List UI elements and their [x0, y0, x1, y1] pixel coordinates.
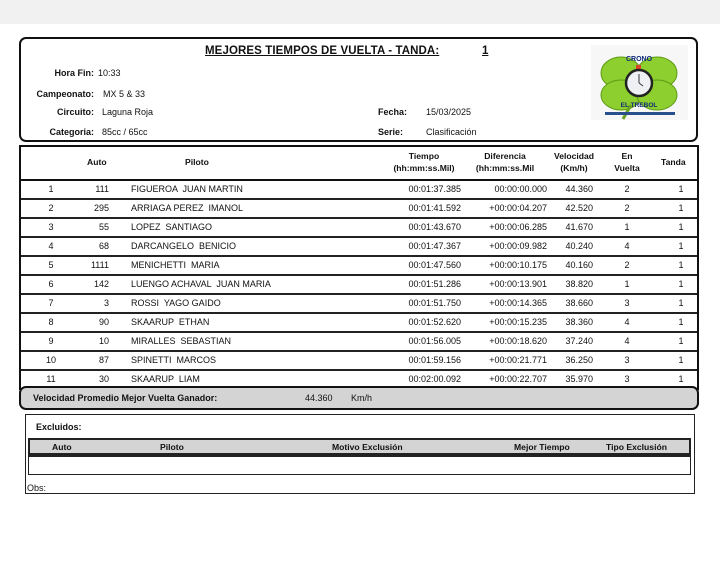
cell-auto: 87	[98, 355, 109, 365]
header-diferencia-title: Diferencia	[484, 151, 526, 161]
cell-tanda: 1	[678, 241, 684, 251]
campeonato-value: MX 5 & 33	[103, 89, 146, 99]
cell-auto: 55	[98, 222, 109, 232]
cell-velocidad: 38.660	[565, 298, 593, 308]
cell-auto: 68	[98, 241, 109, 251]
header-diferencia	[469, 150, 541, 174]
cell-auto: 1111	[90, 260, 109, 270]
cell-velocidad: 36.250	[565, 355, 593, 365]
categoria-value: 85cc / 65cc	[102, 127, 148, 137]
table-row	[21, 333, 697, 352]
logo-text-crono: CRONO	[625, 56, 653, 63]
cell-piloto: DARCANGELO BENICIO	[131, 241, 237, 251]
hora-fin-label: Hora Fin:	[54, 68, 94, 78]
cell-tanda: 1	[678, 184, 684, 194]
cell-pos: 2	[48, 203, 54, 213]
cell-diferencia: 00:00:00.000	[494, 184, 547, 194]
cell-pos: 3	[48, 222, 54, 232]
header-tiempo-title: Tiempo	[408, 151, 440, 161]
cell-en-vuelta: 1	[624, 279, 630, 289]
excluded-section	[25, 414, 695, 494]
cell-pos: 8	[48, 317, 54, 327]
cell-diferencia: +00:00:14.365	[489, 298, 547, 308]
header-piloto: Piloto	[185, 157, 209, 167]
cell-diferencia: +00:00:13.901	[489, 279, 547, 289]
cell-tiempo: 00:01:43.670	[408, 222, 461, 232]
cell-piloto: ARRIAGA PEREZ IMANOL	[131, 203, 244, 213]
cell-en-vuelta: 3	[624, 298, 630, 308]
cell-diferencia: +00:00:09.982	[489, 241, 547, 251]
table-row	[21, 219, 697, 238]
excluded-table-header	[28, 438, 691, 455]
cell-pos: 6	[48, 279, 54, 289]
cell-tanda: 1	[678, 336, 684, 346]
table-row	[21, 200, 697, 219]
excluded-header-piloto: Piloto	[160, 442, 184, 452]
cell-en-vuelta: 4	[624, 336, 630, 346]
results-table	[19, 145, 699, 390]
excluded-title: Excluidos:	[36, 422, 82, 432]
cell-tanda: 1	[678, 317, 684, 327]
cell-tanda: 1	[678, 203, 684, 213]
cell-pos: 9	[48, 336, 54, 346]
cell-diferencia: +00:00:06.285	[489, 222, 547, 232]
report-title: MEJORES TIEMPOS DE VUELTA - TANDA:	[205, 45, 440, 57]
cell-diferencia: +00:00:10.175	[489, 260, 547, 270]
cell-piloto: MENICHETTI MARIA	[131, 260, 220, 270]
cell-piloto: ROSSI YAGO GAIDO	[131, 298, 221, 308]
winner-speed-unit: Km/h	[351, 393, 373, 403]
cell-pos: 1	[48, 184, 54, 194]
cell-diferencia: +00:00:18.620	[489, 336, 547, 346]
cell-auto: 111	[95, 184, 109, 194]
excluded-header-motivo: Motivo Exclusión	[332, 442, 403, 452]
cell-tanda: 1	[678, 222, 684, 232]
cell-diferencia: +00:00:04.207	[489, 203, 547, 213]
table-row	[21, 238, 697, 257]
cell-tanda: 1	[678, 279, 684, 289]
cell-tiempo: 00:01:51.286	[408, 279, 461, 289]
cell-tiempo: 00:01:52.620	[408, 317, 461, 327]
categoria-label: Categoria:	[49, 127, 94, 137]
cell-tiempo: 00:01:47.367	[408, 241, 461, 251]
excluded-table-body	[28, 455, 691, 475]
cell-tanda: 1	[678, 374, 684, 384]
cell-auto: 90	[98, 317, 109, 327]
cell-tiempo: 00:01:51.750	[408, 298, 461, 308]
cell-tiempo: 00:01:41.592	[408, 203, 461, 213]
table-row	[21, 352, 697, 371]
cell-velocidad: 38.360	[565, 317, 593, 327]
header-tiempo	[389, 150, 459, 174]
results-table-header	[21, 147, 697, 181]
header-velocidad	[549, 150, 599, 174]
hora-fin-value: 10:33	[98, 68, 121, 78]
cell-tiempo: 00:01:59.156	[408, 355, 461, 365]
winner-speed-value: 44.360	[305, 393, 333, 403]
cell-velocidad: 40.160	[565, 260, 593, 270]
logo-text-trebol: EL TREBOL	[620, 102, 658, 109]
header-diferencia-unit: (hh:mm:ss.Mil	[475, 163, 535, 173]
cell-velocidad: 40.240	[565, 241, 593, 251]
cell-diferencia: +00:00:22.707	[489, 374, 547, 384]
cell-piloto: MIRALLES SEBASTIAN	[131, 336, 232, 346]
circuito-value: Laguna Roja	[102, 107, 154, 117]
circuito-label: Circuito:	[57, 107, 94, 117]
cell-piloto: LUENGO ACHAVAL JUAN MARIA	[131, 279, 271, 289]
cell-pos: 5	[48, 260, 54, 270]
excluded-header-tipo: Tipo Exclusión	[606, 442, 667, 452]
cell-pos: 11	[46, 374, 56, 384]
cell-en-vuelta: 3	[624, 374, 630, 384]
cell-velocidad: 38.820	[565, 279, 593, 289]
cell-auto: 3	[103, 298, 109, 308]
header-tanda: Tanda	[661, 157, 686, 167]
cell-en-vuelta: 2	[624, 203, 630, 213]
serie-label: Serie:	[378, 127, 404, 137]
cell-auto: 30	[98, 374, 109, 384]
cell-pos: 7	[48, 298, 54, 308]
excluded-header-mejor-tiempo: Mejor Tiempo	[514, 442, 570, 452]
cell-diferencia: +00:00:21.771	[489, 355, 547, 365]
crono-el-trebol-logo	[591, 45, 688, 120]
cell-en-vuelta: 2	[624, 184, 630, 194]
cell-piloto: SKAARUP ETHAN	[131, 317, 210, 327]
table-row	[21, 314, 697, 333]
cell-piloto: FIGUEROA JUAN MARTIN	[131, 184, 243, 194]
table-row	[21, 257, 697, 276]
cell-auto: 295	[93, 203, 109, 213]
table-row	[21, 276, 697, 295]
cell-en-vuelta: 4	[624, 317, 630, 327]
cell-auto: 142	[93, 279, 109, 289]
cell-auto: 10	[98, 336, 109, 346]
header-auto: Auto	[87, 157, 107, 167]
cell-velocidad: 41.670	[565, 222, 593, 232]
table-row	[21, 295, 697, 314]
cell-velocidad: 35.970	[565, 374, 593, 384]
cell-tanda: 1	[678, 298, 684, 308]
cell-piloto: LOPEZ SANTIAGO	[131, 222, 213, 232]
cell-en-vuelta: 2	[624, 260, 630, 270]
cell-tanda: 1	[678, 355, 684, 365]
cell-velocidad: 37.240	[565, 336, 593, 346]
serie-value: Clasificación	[426, 127, 477, 137]
header-velocidad-title: Velocidad	[553, 151, 595, 161]
cell-tiempo: 00:01:37.385	[408, 184, 461, 194]
fecha-value: 15/03/2025	[426, 107, 472, 117]
viewer-top-bar	[0, 0, 720, 24]
cell-velocidad: 42.520	[565, 203, 593, 213]
excluded-header-auto: Auto	[52, 442, 72, 452]
cell-en-vuelta: 1	[624, 222, 630, 232]
fecha-label: Fecha:	[378, 107, 408, 117]
table-row	[21, 181, 697, 200]
cell-velocidad: 44.360	[565, 184, 593, 194]
cell-tiempo: 00:01:56.005	[408, 336, 461, 346]
header-en: En	[621, 151, 633, 161]
cell-pos: 10	[45, 355, 56, 365]
cell-piloto: SPINETTI MARCOS	[131, 355, 217, 365]
cell-pos: 4	[48, 241, 54, 251]
cell-tiempo: 00:02:00.092	[408, 374, 461, 384]
cell-diferencia: +00:00:15.235	[489, 317, 547, 327]
winner-speed-label: Velocidad Promedio Mejor Vuelta Ganador:	[33, 393, 218, 403]
header-en-vuelta	[607, 150, 647, 174]
cell-en-vuelta: 3	[624, 355, 630, 365]
cell-tiempo: 00:01:47.560	[408, 260, 461, 270]
cell-tanda: 1	[678, 260, 684, 270]
obs-label: Obs:	[27, 483, 47, 493]
tanda-number: 1	[482, 45, 489, 57]
campeonato-label: Campeonato:	[36, 89, 94, 99]
winner-average-speed-bar	[19, 386, 699, 410]
header-vuelta: Vuelta	[614, 163, 640, 173]
cell-piloto: SKAARUP LIAM	[131, 374, 200, 384]
cell-en-vuelta: 4	[624, 241, 630, 251]
header-tiempo-unit: (hh:mm:ss.Mil)	[393, 163, 455, 173]
header-velocidad-unit: (Km/h)	[560, 163, 588, 173]
